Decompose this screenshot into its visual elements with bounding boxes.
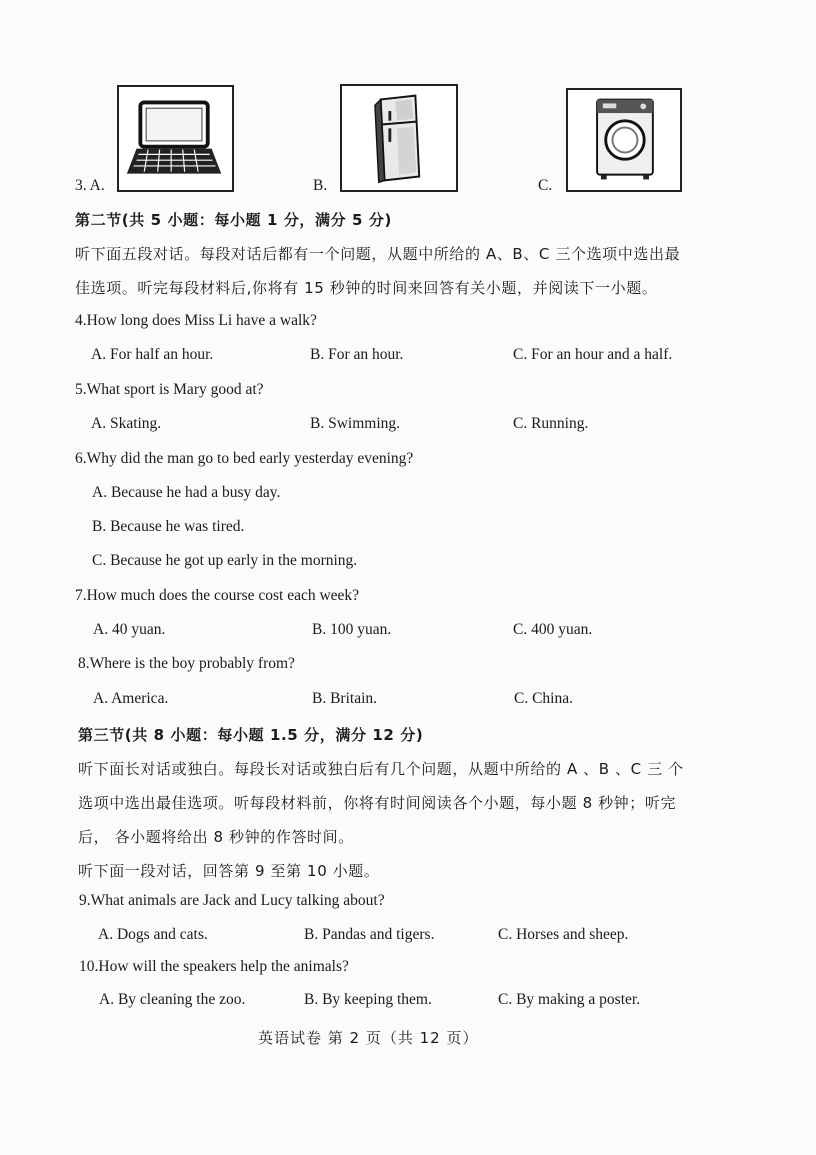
section3-subinstruction: 听下面一段对话，回答第 9 至第 10 小题。 (78, 862, 380, 880)
question-stem: 4.How long does Miss Li have a walk? (75, 312, 317, 329)
option-c: C. 400 yuan. (513, 621, 593, 638)
section2-heading: 第二节(共 5 小题：每小题 1 分，满分 5 分) (75, 211, 392, 229)
option-a: A. 40 yuan. (93, 621, 166, 638)
section3-instruction-line: 选项中选出最佳选项。听每段材料前，你将有时间阅读各个小题，每小题 8 秒钟；听完 (78, 794, 677, 812)
section3-instruction-line: 听下面长对话或独白。每段长对话或独白后有几个问题，从题中所给的 A 、B 、C 三 个 (78, 760, 684, 778)
option-a: A. America. (93, 690, 169, 707)
washing-machine-icon (566, 88, 682, 192)
option-b: B. For an hour. (310, 346, 404, 363)
section2-instruction-line: 佳选项。听完每段材料后,你将有 15 秒钟的时间来回答有关小题，并阅读下一小题。 (75, 279, 658, 297)
option-c: C. Because he got up early in the morning. (92, 552, 358, 569)
option-b: B. Because he was tired. (92, 518, 245, 535)
option-b: B. 100 yuan. (312, 621, 392, 638)
section3-instruction-line: 后， 各小题将给出 8 秒钟的作答时间。 (78, 828, 354, 846)
laptop-icon (117, 85, 234, 192)
section3-heading: 第三节(共 8 小题：每小题 1.5 分，满分 12 分) (78, 726, 424, 744)
option-a: A. By cleaning the zoo. (99, 991, 246, 1008)
option-c: C. By making a poster. (498, 991, 641, 1008)
section2-instruction-line: 听下面五段对话。每段对话后都有一个问题，从题中所给的 A、B、C 三个选项中选出最 (75, 245, 681, 263)
option-b: B. Pandas and tigers. (304, 926, 435, 943)
question-stem: 5.What sport is Mary good at? (75, 381, 264, 398)
option-a: A. For half an hour. (91, 346, 214, 363)
question-stem: 7.How much does the course cost each week? (75, 587, 360, 604)
q3-option-b: B. (313, 177, 328, 194)
option-b: B. Swimming. (310, 415, 401, 432)
refrigerator-icon (340, 84, 458, 192)
question-stem: 10.How will the speakers help the animals? (79, 958, 349, 975)
question-stem: 8.Where is the boy probably from? (78, 655, 295, 672)
option-c: C. China. (514, 690, 573, 707)
option-a: A. Dogs and cats. (98, 926, 208, 943)
option-a: A. Because he had a busy day. (92, 484, 281, 501)
question-stem: 6.Why did the man go to bed early yesterday evening? (75, 450, 414, 467)
q3-label: 3. A. (75, 177, 105, 194)
option-c: C. For an hour and a half. (513, 346, 673, 363)
option-b: B. Britain. (312, 690, 378, 707)
option-a: A. Skating. (91, 415, 162, 432)
option-c: C. Running. (513, 415, 589, 432)
page-footer: 英语试卷 第 2 页（共 12 页） (258, 1029, 479, 1047)
option-b: B. By keeping them. (304, 991, 432, 1008)
question-stem: 9.What animals are Jack and Lucy talking about? (79, 892, 385, 909)
q3-option-c: C. (538, 177, 553, 194)
option-c: C. Horses and sheep. (498, 926, 629, 943)
